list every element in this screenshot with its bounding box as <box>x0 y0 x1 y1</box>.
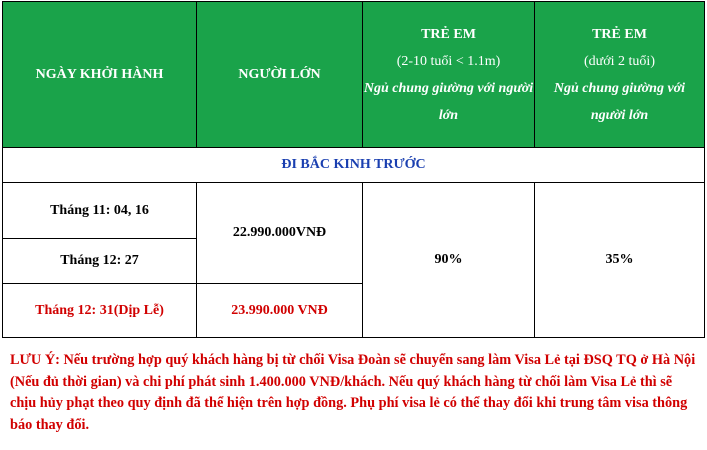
header-adult: NGƯỜI LỚN <box>197 2 363 148</box>
header-child-under-2-note: Ngủ chung giường với người lớn <box>553 80 686 123</box>
tour-price-table <box>2 1 705 338</box>
adult-price-holiday: 23.990.000 VNĐ <box>197 284 363 338</box>
departure-date-holiday-cell: Tháng 12: 31(Dịp Lễ) <box>3 284 197 338</box>
header-child-under-2-age: (dưới 2 tuổi) <box>584 53 655 69</box>
header-child-2-10-title: TRẺ EM <box>421 26 476 42</box>
section-title: ĐI BẮC KINH TRƯỚC <box>3 148 705 183</box>
table-row <box>3 183 705 239</box>
departure-date-cell: Tháng 12: 27 <box>3 239 197 284</box>
header-child-under-2 <box>535 2 705 148</box>
visa-note: LƯU Ý: Nếu trường hợp quý khách hàng bị từ chối Visa Đoàn sẽ chuyển sang làm Visa Lẻ tại ĐSQ TQ ở Hà Nội (Nếu đủ thời gian) và chi phí phát sinh 1.400.000 VNĐ/khách. Nếu quý khách hàng từ chối làm Visa Lẻ thì sẽ chịu hủy phạt theo quy định đã thể hiện trên hợp đồng. Phụ phí visa lẻ có thể thay đổi khi trung tâm visa thông báo thay đổi. <box>10 352 696 433</box>
header-child-2-10-note: Ngủ chung giường với người lớn <box>363 80 534 123</box>
header-child-2-10 <box>363 2 535 148</box>
child-under-2-price: 35% <box>535 183 705 338</box>
header-child-2-10-age: (2-10 tuổi < 1.1m) <box>396 53 501 69</box>
section-row <box>3 148 705 183</box>
header-departure-date: NGÀY KHỞI HÀNH <box>3 2 197 148</box>
adult-price-regular: 22.990.000VNĐ <box>197 183 363 284</box>
header-child-under-2-title: TRẺ EM <box>592 26 647 42</box>
child-2-10-price: 90% <box>363 183 535 338</box>
table-header-row <box>3 2 705 148</box>
departure-date-cell: Tháng 11: 04, 16 <box>3 183 197 239</box>
